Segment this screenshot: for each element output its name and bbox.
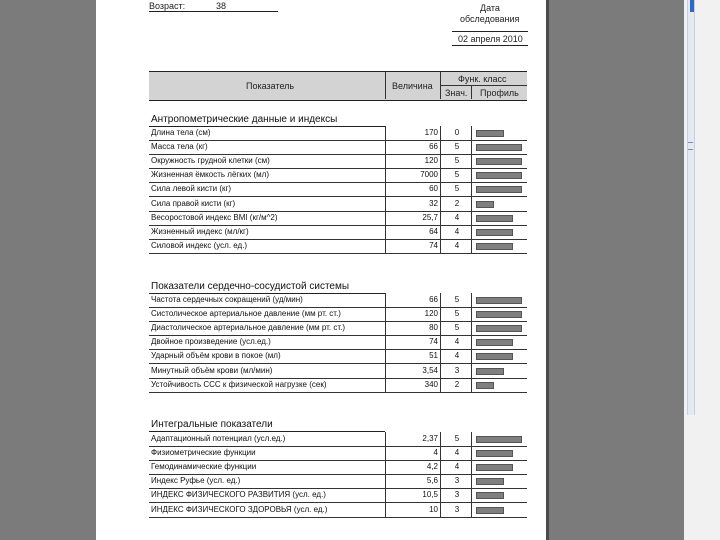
row-value: 2,37	[422, 434, 438, 443]
row-label: Частота сердечных сокращений (уд/мин)	[151, 295, 303, 304]
row-score: 0	[454, 128, 460, 137]
row-value: 74	[429, 240, 438, 250]
row-value: 64	[429, 226, 438, 236]
date-bottom-rule	[452, 45, 528, 46]
row-label: Жизненная ёмкость лёгких (мл)	[151, 170, 269, 180]
header-divider-3	[471, 86, 472, 99]
row-label: Минутный объём крови (мл/мин)	[151, 365, 273, 375]
row-label: Окружность грудной клетки (см)	[151, 156, 270, 166]
row-score: 4	[454, 240, 460, 250]
row-score: 3	[454, 476, 460, 486]
row-value: 10	[429, 504, 438, 514]
profile-bar	[476, 436, 522, 443]
row-label: Адаптационный потенциал (усл.ед.)	[151, 434, 286, 443]
section-title-rule	[149, 431, 385, 432]
row-score: 3	[454, 490, 460, 500]
row-value: 120	[424, 156, 438, 166]
row-divider	[149, 253, 527, 254]
section-title-rule	[149, 126, 385, 127]
profile-bar	[476, 368, 504, 375]
row-label: Гемодинамические функции	[151, 462, 257, 472]
profile-bar	[476, 311, 522, 318]
row-label: Диастолическое артериальное давление (мм рт. ст.)	[151, 323, 346, 333]
row-value: 32	[429, 198, 438, 208]
row-value: 120	[424, 309, 438, 319]
section-title-rule	[149, 293, 385, 294]
row-label: Ударный объём крови в покое (мл)	[151, 351, 281, 361]
profile-bar	[476, 130, 504, 137]
row-label: Устойчивость ССС к физической нагрузке (сек)	[151, 379, 327, 389]
row-score: 5	[454, 434, 460, 443]
row-value: 51	[429, 351, 438, 361]
header-profile: Профиль	[480, 88, 519, 98]
row-value: 66	[429, 295, 438, 304]
header-indicator: Показатель	[246, 81, 295, 91]
profile-bar	[476, 382, 494, 389]
row-score: 5	[454, 323, 460, 333]
row-score: 3	[454, 365, 460, 375]
row-label: ИНДЕКС ФИЗИЧЕСКОГО РАЗВИТИЯ (усл. ед.)	[151, 490, 326, 500]
header-subrule	[441, 85, 527, 86]
profile-bar	[476, 243, 513, 250]
row-score: 5	[454, 184, 460, 194]
column-divider	[385, 293, 386, 392]
profile-bar	[476, 464, 513, 471]
profile-bar	[476, 339, 513, 346]
row-label: ИНДЕКС ФИЗИЧЕСКОГО ЗДОРОВЬЯ (усл. ед.)	[151, 504, 328, 514]
profile-bar	[476, 229, 513, 236]
row-label: Жизненный индекс (мл/кг)	[151, 226, 249, 236]
row-value: 25,7	[422, 212, 438, 222]
age-label: Возраст:	[149, 1, 186, 11]
column-divider	[440, 293, 441, 392]
row-score: 4	[454, 448, 460, 458]
row-score: 4	[454, 462, 460, 472]
column-divider	[440, 432, 441, 517]
row-label: Масса тела (кг)	[151, 142, 208, 152]
row-score: 5	[454, 156, 460, 166]
row-score: 5	[454, 170, 460, 180]
profile-bar	[476, 201, 494, 208]
profile-bar	[476, 297, 522, 304]
age-underline	[149, 11, 278, 12]
row-label: Индекс Руфье (усл. ед.)	[151, 476, 241, 486]
profile-bar	[476, 172, 522, 179]
row-value: 74	[429, 337, 438, 347]
row-label: Сила правой кисти (кг)	[151, 198, 236, 208]
header-divider-1	[385, 72, 386, 99]
column-divider	[385, 432, 386, 517]
row-score: 5	[454, 309, 460, 319]
page-shadow	[546, 0, 549, 540]
column-divider	[440, 126, 441, 253]
column-divider	[471, 432, 472, 517]
profile-bar	[476, 186, 522, 193]
row-value: 340	[424, 379, 438, 389]
section-title: Антропометрические данные и индексы	[151, 114, 338, 125]
row-score: 4	[454, 351, 460, 361]
viewer-background-left	[0, 0, 96, 540]
age-value: 38	[216, 1, 227, 11]
row-value: 7000	[420, 170, 438, 180]
column-divider	[385, 126, 386, 253]
date-label-line2: обследования	[460, 14, 520, 24]
section-title: Интегральные показатели	[151, 419, 273, 430]
scrollbar-groove[interactable]	[687, 0, 695, 415]
row-score: 4	[454, 337, 460, 347]
profile-bar	[476, 215, 513, 222]
row-value: 4,2	[426, 462, 438, 472]
row-label: Сила левой кисти (кг)	[151, 184, 232, 194]
header-func-class: Функ. класс	[458, 74, 507, 84]
column-divider	[471, 293, 472, 392]
row-label: Систолическое артериальное давление (мм рт. ст.)	[151, 309, 341, 319]
row-score: 3	[454, 504, 460, 514]
row-divider	[149, 392, 527, 393]
scrollbar-grip-icon	[688, 142, 693, 150]
row-label: Весоростовой индекс BMI (кг/м^2)	[151, 212, 278, 222]
row-value: 80	[429, 323, 438, 333]
viewer-background-right	[546, 0, 684, 540]
row-value: 3,54	[422, 365, 438, 375]
date-label-line1: Дата	[480, 3, 500, 13]
row-label: Двойное произведение (усл.ед.)	[151, 337, 271, 347]
row-value: 170	[424, 128, 438, 137]
row-score: 4	[454, 226, 460, 236]
profile-bar	[476, 492, 504, 499]
row-label: Физиометрические функции	[151, 448, 256, 458]
row-value: 5,6	[426, 476, 438, 486]
scrollbar-thumb[interactable]	[690, 0, 694, 12]
row-label: Силовой индекс (усл. ед.)	[151, 240, 248, 250]
header-value: Величина	[392, 81, 433, 91]
profile-bar	[476, 450, 513, 457]
profile-bar	[476, 325, 522, 332]
row-value: 4	[433, 448, 438, 458]
date-top-rule	[452, 31, 528, 32]
row-score: 5	[454, 295, 460, 304]
row-score: 4	[454, 212, 460, 222]
date-value: 02 апреля 2010	[458, 34, 523, 44]
profile-bar	[476, 507, 504, 514]
column-divider	[471, 126, 472, 253]
row-value: 60	[429, 184, 438, 194]
profile-bar	[476, 353, 513, 360]
profile-bar	[476, 158, 522, 165]
row-divider	[149, 517, 527, 518]
row-value: 66	[429, 142, 438, 152]
profile-bar	[476, 144, 522, 151]
row-label: Длина тела (см)	[151, 128, 211, 137]
row-score: 2	[454, 379, 460, 389]
row-value: 10,5	[422, 490, 438, 500]
profile-bar	[476, 478, 504, 485]
row-score: 2	[454, 198, 460, 208]
section-title: Показатели сердечно-сосудистой системы	[151, 281, 350, 292]
header-score: Знач.	[445, 88, 468, 98]
row-score: 5	[454, 142, 460, 152]
